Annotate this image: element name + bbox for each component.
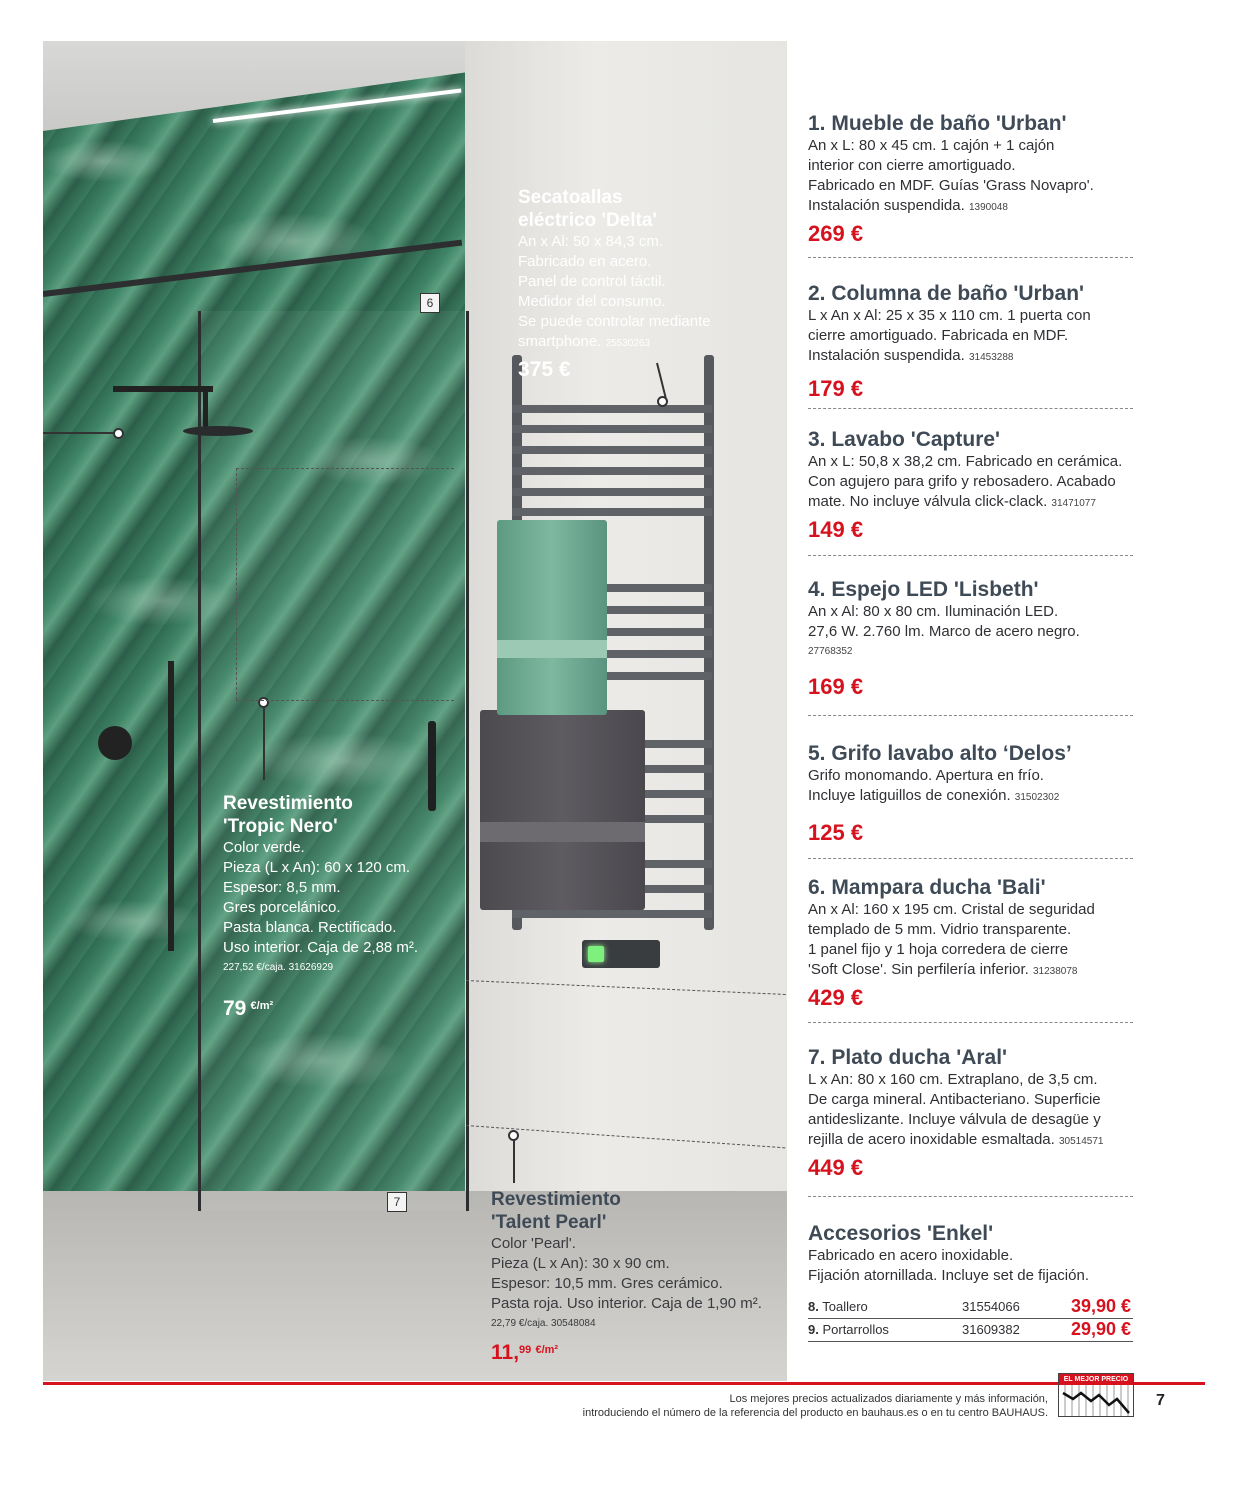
product-1 — [808, 112, 1133, 247]
talent-price: 11, — [491, 1341, 520, 1364]
product-6 — [808, 876, 1133, 1011]
talent-title-1: Revestimiento — [491, 1189, 621, 1210]
product-desc: 1 panel fijo y 1 hoja corredera de cierre — [808, 941, 1069, 958]
product-ref: 31471077 — [1051, 498, 1096, 509]
product-ref: 27768352 — [808, 646, 853, 657]
shower-arm — [113, 386, 213, 392]
talent-callout — [491, 1188, 771, 1365]
separator — [808, 858, 1133, 859]
callout-dot — [113, 428, 124, 439]
shower-pipe — [203, 386, 208, 431]
product-desc: cierre amortiguado. Fabricada en MDF. — [808, 327, 1069, 344]
product-3 — [808, 428, 1133, 543]
footer-line-1: Los mejores precios actualizados diariamente y más información, — [729, 1393, 1048, 1405]
product-price: 125 € — [808, 820, 864, 845]
radiator-post — [704, 355, 714, 930]
grey-towel — [480, 710, 645, 910]
price-trend-icon — [1059, 1385, 1133, 1416]
product-desc: Con agujero para grifo y rebosadero. Acabado — [808, 473, 1116, 490]
tropic-line: Color verde. — [223, 839, 305, 856]
accessory-price: 29,90 € — [1070, 1319, 1131, 1339]
delta-price: 375 € — [518, 358, 571, 381]
product-title: 6. Mampara ducha 'Bali' — [808, 876, 1046, 899]
tropic-callout — [223, 792, 453, 1021]
product-desc: L x An x Al: 25 x 35 x 110 cm. 1 puerta con — [808, 307, 1091, 324]
talent-cents: 99 — [519, 1344, 532, 1356]
product-desc: An x L: 80 x 45 cm. 1 cajón + 1 cajón — [808, 137, 1055, 154]
separator — [808, 555, 1133, 556]
delta-line: Panel de control táctil. — [518, 273, 666, 290]
product-desc: An x Al: 160 x 195 cm. Cristal de seguridad — [808, 901, 1095, 918]
callout-dash — [236, 700, 454, 701]
product-4 — [808, 578, 1133, 700]
delta-line: An x Al: 50 x 84,3 cm. — [518, 233, 664, 250]
talent-line: Pasta roja. Uso interior. Caja de 1,90 m². — [491, 1295, 762, 1312]
delta-line: Fabricado en acero. — [518, 253, 652, 270]
controller-led — [588, 946, 604, 962]
talent-title-2: 'Talent Pearl' — [491, 1212, 607, 1233]
product-title: 2. Columna de baño 'Urban' — [808, 282, 1085, 305]
product-desc: An x L: 50,8 x 38,2 cm. Fabricado en cerámica. — [808, 453, 1123, 470]
footer-line-2: introduciendo el número de la referencia del producto en bauhaus.es o en tu centro BAUHAUS. — [582, 1407, 1048, 1419]
delta-line: Medidor del consumo. — [518, 293, 666, 310]
footer-rule — [43, 1382, 1205, 1385]
callout-dash — [236, 468, 237, 700]
tropic-line: Gres porcelánico. — [223, 899, 341, 916]
grey-towel-stripe — [480, 822, 645, 842]
product-ref: 31238078 — [1033, 966, 1078, 977]
product-title: 1. Mueble de baño 'Urban' — [808, 112, 1067, 135]
tropic-line: Uso interior. Caja de 2,88 m². — [223, 939, 419, 956]
talent-unit: €/m² — [535, 1344, 559, 1356]
tropic-title-1: Revestimiento — [223, 793, 353, 814]
radiator-controller — [582, 940, 660, 968]
delta-title-2: eléctrico 'Delta' — [518, 210, 657, 231]
accessory-num: 8. — [808, 1299, 819, 1314]
product-price: 269 € — [808, 221, 864, 246]
product-title: 5. Grifo lavabo alto ‘Delos’ — [808, 742, 1072, 765]
delta-ref: 25530263 — [605, 338, 651, 349]
green-towel-stripe — [497, 640, 607, 658]
shower-head — [183, 426, 253, 436]
product-desc: 'Soft Close'. Sin perfilería inferior. — [808, 961, 1029, 978]
accessories-desc: Fabricado en acero inoxidable. — [808, 1247, 1014, 1264]
talent-line: Espesor: 10,5 mm. Gres cerámico. — [491, 1275, 723, 1292]
product-price: 179 € — [808, 376, 864, 401]
product-desc: L x An: 80 x 160 cm. Extraplano, de 3,5 cm. — [808, 1071, 1098, 1088]
callout-dash — [236, 468, 454, 469]
product-desc: antideslizante. Incluye válvula de desagüe y — [808, 1111, 1101, 1128]
shower-mixer — [98, 726, 132, 760]
footer-note — [583, 1392, 1048, 1420]
product-desc: Incluye latiguillos de conexión. — [808, 787, 1011, 804]
separator — [808, 1196, 1133, 1197]
product-price: 149 € — [808, 517, 864, 542]
product-2 — [808, 282, 1133, 402]
product-desc: Grifo monomando. Apertura en frío. — [808, 767, 1044, 784]
accessory-ref: 31554066 — [962, 1299, 1020, 1314]
tag-6: 6 — [420, 293, 440, 313]
product-price: 449 € — [808, 1155, 864, 1180]
product-title: 4. Espejo LED 'Lisbeth' — [808, 578, 1039, 601]
tag-7: 7 — [387, 1192, 407, 1212]
talent-line: Pieza (L x An): 30 x 90 cm. — [491, 1255, 670, 1272]
product-desc: Instalación suspendida. — [808, 347, 965, 364]
product-desc: Instalación suspendida. — [808, 197, 965, 214]
product-5 — [808, 742, 1133, 846]
tropic-ref: 227,52 €/caja. 31626929 — [223, 962, 334, 973]
talent-line: Color 'Pearl'. — [491, 1235, 576, 1252]
product-price: 429 € — [808, 985, 864, 1010]
product-desc: 27,6 W. 2.760 lm. Marco de acero negro. — [808, 623, 1080, 640]
delta-line: Se puede controlar mediante — [518, 313, 711, 330]
separator — [808, 1022, 1133, 1023]
callout-line — [263, 705, 265, 780]
product-ref: 30514571 — [1058, 1136, 1104, 1147]
page-number: 7 — [1156, 1392, 1165, 1409]
shower-bar — [168, 661, 174, 951]
product-desc: An x Al: 80 x 80 cm. Iluminación LED. — [808, 603, 1059, 620]
accessory-num: 9. — [808, 1322, 819, 1337]
product-7 — [808, 1046, 1133, 1181]
best-price-badge — [1058, 1373, 1134, 1417]
product-desc: rejilla de acero inoxidable esmaltada. — [808, 1131, 1055, 1148]
tropic-line: Pasta blanca. Rectificado. — [223, 919, 397, 936]
delta-title-1: Secatoallas — [518, 187, 623, 208]
product-desc: mate. No incluye válvula click-clack. — [808, 493, 1048, 510]
product-ref: 31502302 — [1014, 792, 1060, 803]
accessories — [808, 1222, 1133, 1286]
callout-dot — [258, 697, 269, 708]
accessory-name: Toallero — [822, 1299, 868, 1314]
tropic-line: Espesor: 8,5 mm. — [223, 879, 341, 896]
product-desc: templado de 5 mm. Vidrio transparente. — [808, 921, 1072, 938]
callout-line — [513, 1138, 515, 1183]
green-towel — [497, 520, 607, 715]
accessory-price: 39,90 € — [1070, 1296, 1131, 1316]
tropic-unit: €/m² — [250, 1000, 274, 1012]
tropic-price: 79 — [223, 997, 247, 1020]
tropic-title-2: 'Tropic Nero' — [223, 816, 338, 837]
product-desc: Fabricado en MDF. Guías 'Grass Novapro'. — [808, 177, 1094, 194]
accessory-row — [808, 1319, 1133, 1342]
separator — [808, 715, 1133, 716]
delta-line: smartphone. — [518, 333, 602, 350]
callout-line — [43, 432, 115, 434]
callout-dot — [657, 396, 668, 407]
accessory-name: Portarrollos — [822, 1322, 889, 1337]
accessories-title: Accesorios 'Enkel' — [808, 1222, 994, 1245]
delta-callout — [518, 186, 758, 380]
tropic-line: Pieza (L x An): 60 x 120 cm. — [223, 859, 411, 876]
product-price: 169 € — [808, 674, 864, 699]
product-ref: 1390048 — [968, 202, 1008, 213]
callout-dot — [508, 1130, 519, 1141]
product-title: 7. Plato ducha 'Aral' — [808, 1046, 1008, 1069]
product-ref: 31453288 — [968, 352, 1014, 363]
talent-ref: 22,79 €/caja. 30548084 — [491, 1318, 596, 1329]
badge-label: EL MEJOR PRECIO — [1059, 1374, 1133, 1385]
separator — [808, 408, 1133, 409]
accessory-ref: 31609382 — [962, 1322, 1020, 1337]
product-desc: interior con cierre amortiguado. — [808, 157, 1016, 174]
product-title: 3. Lavabo 'Capture' — [808, 428, 1001, 451]
separator — [808, 257, 1133, 258]
accessory-row — [808, 1296, 1133, 1319]
product-desc: De carga mineral. Antibacteriano. Superficie — [808, 1091, 1101, 1108]
accessories-desc: Fijación atornillada. Incluye set de fijación. — [808, 1267, 1089, 1284]
